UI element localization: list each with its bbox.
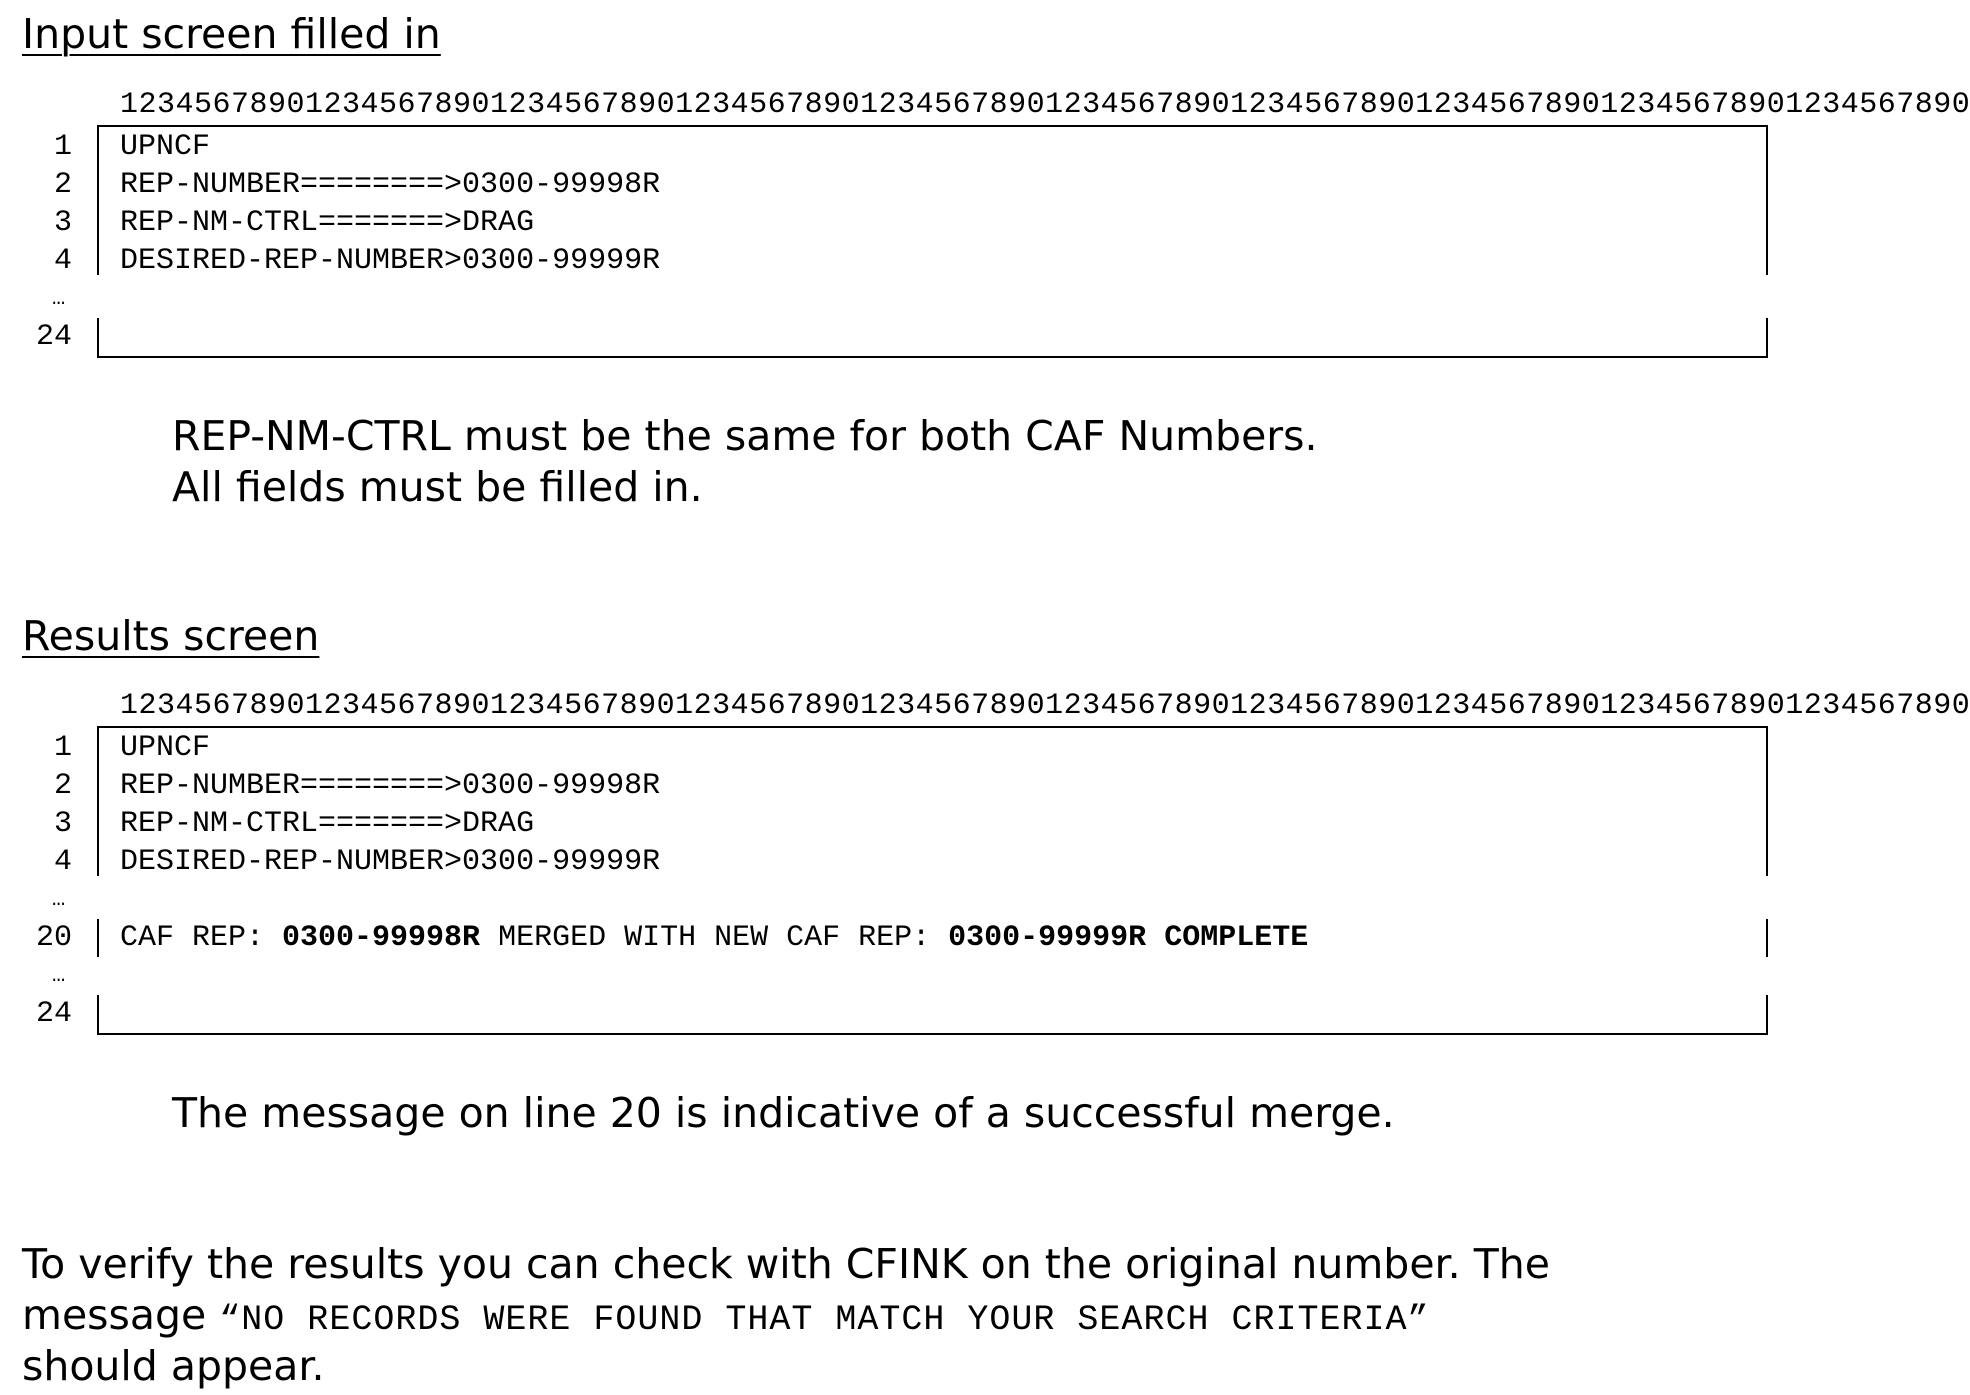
- line-number: 4: [53, 244, 72, 278]
- terminal-bottom-border: [97, 356, 1768, 358]
- message-middle: MERGED WITH NEW CAF REP:: [480, 921, 949, 955]
- ellipsis-marker: …: [52, 963, 66, 988]
- terminal-line: REP-NUMBER========>0300-99998R: [120, 168, 661, 202]
- note-text: All fields must be filled in.: [172, 463, 703, 511]
- new-caf-number: 0300-99999R: [948, 921, 1147, 955]
- terminal-line: REP-NUMBER========>0300-99998R: [120, 769, 661, 803]
- message-suffix: COMPLETE: [1146, 921, 1309, 955]
- verify-paragraph-line: [22, 1291, 1430, 1340]
- message-prefix: CAF REP:: [120, 921, 283, 955]
- note-text: The message on line 20 is indicative of a successful merge.: [172, 1089, 1395, 1137]
- merge-result-message: [120, 923, 1308, 953]
- terminal-line: UPNCF: [120, 130, 211, 164]
- line-number: 20: [35, 921, 72, 955]
- verify-paragraph-line: To verify the results you can check with CFINK on the original number. The: [22, 1240, 1550, 1288]
- verify-message-prefix: message: [22, 1291, 220, 1339]
- line-number: 24: [35, 997, 72, 1031]
- terminal-line: REP-NM-CTRL=======>DRAG: [120, 807, 535, 841]
- terminal-line: UPNCF: [120, 731, 211, 765]
- no-records-message: “NO RECORDS WERE FOUND THAT MATCH YOUR SEARCH CRITERIA”: [219, 1300, 1430, 1340]
- terminal-left-border: [97, 995, 99, 1035]
- terminal-line: DESIRED-REP-NUMBER>0300-99999R: [120, 244, 661, 278]
- verify-paragraph-line: should appear.: [22, 1342, 325, 1390]
- line-number: 3: [53, 807, 72, 841]
- line-number: 1: [53, 130, 72, 164]
- terminal-left-border: [97, 726, 99, 876]
- terminal-left-border: [97, 919, 99, 957]
- terminal-line: REP-NM-CTRL=======>DRAG: [120, 206, 535, 240]
- line-number: 3: [53, 206, 72, 240]
- line-number: 1: [53, 731, 72, 765]
- terminal-line: DESIRED-REP-NUMBER>0300-99999R: [120, 845, 661, 879]
- section-heading-results-screen: Results screen: [22, 612, 320, 660]
- old-caf-number: 0300-99998R: [282, 921, 481, 955]
- terminal-right-border: [1766, 726, 1768, 876]
- terminal-right-border: [1766, 995, 1768, 1035]
- terminal-right-border: [1766, 125, 1768, 275]
- section-heading-input-screen: Input screen filled in: [22, 10, 441, 58]
- column-ruler: 1234567890123456789012345678901234567890123456789012345678901234567890123456789012345678901234567890: [120, 88, 1970, 122]
- line-number: 2: [53, 769, 72, 803]
- terminal-bottom-border: [97, 1033, 1768, 1035]
- terminal-left-border: [97, 318, 99, 358]
- terminal-top-border: [97, 125, 1768, 127]
- terminal-left-border: [97, 125, 99, 275]
- note-text: REP-NM-CTRL must be the same for both CAF Numbers.: [172, 412, 1318, 460]
- ellipsis-marker: …: [52, 286, 66, 311]
- terminal-top-border: [97, 726, 1768, 728]
- terminal-right-border: [1766, 919, 1768, 957]
- terminal-right-border: [1766, 318, 1768, 358]
- column-ruler: 1234567890123456789012345678901234567890123456789012345678901234567890123456789012345678901234567890: [120, 689, 1970, 723]
- line-number: 24: [35, 320, 72, 354]
- line-number: 4: [53, 845, 72, 879]
- ellipsis-marker: …: [52, 887, 66, 912]
- line-number: 2: [53, 168, 72, 202]
